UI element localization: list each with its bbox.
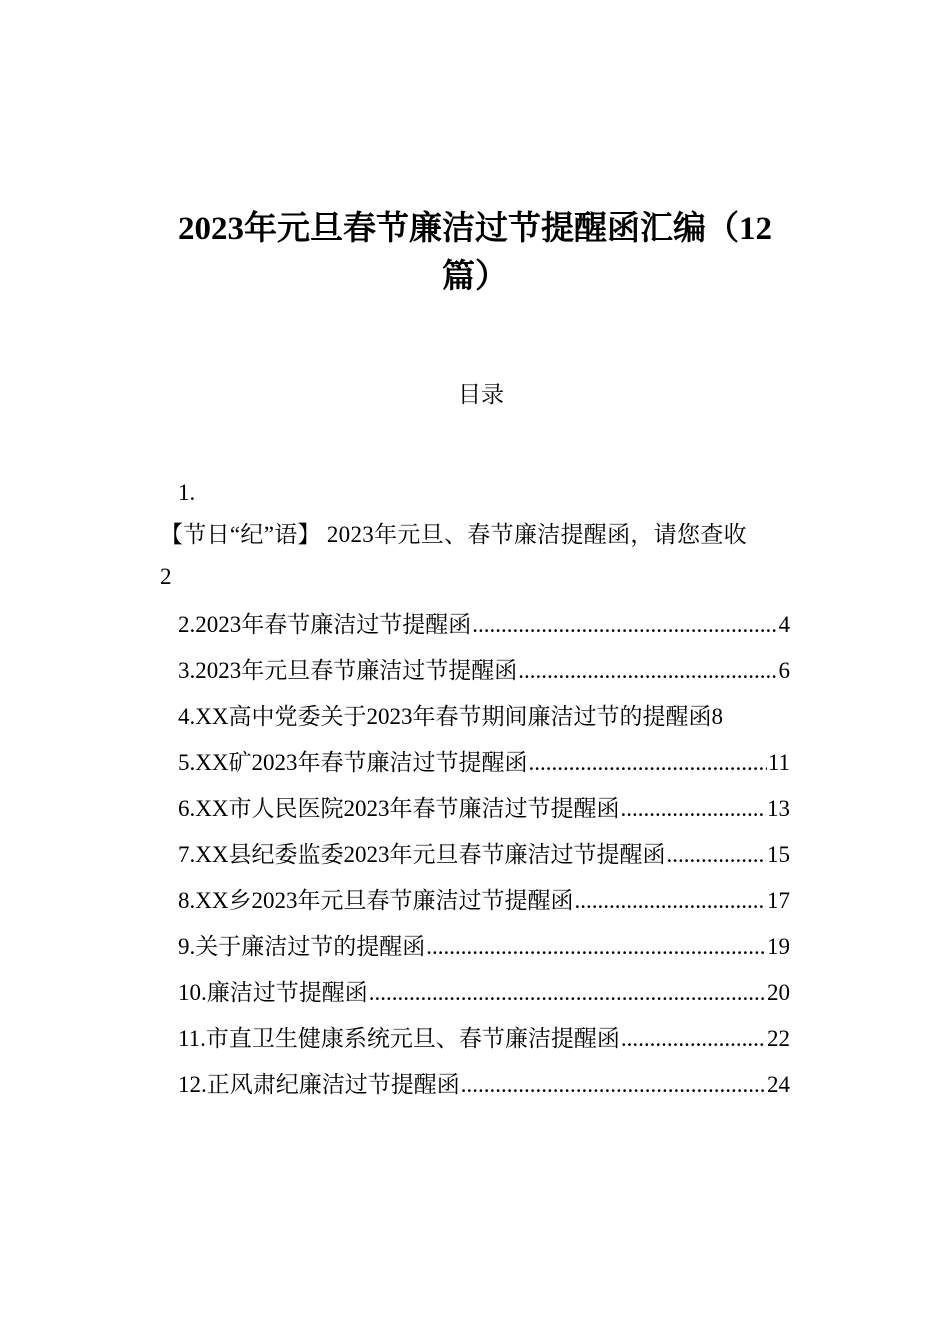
toc-list [178, 602, 790, 1108]
toc-entry-label: 3.2023年元旦春节廉洁过节提醒函 [178, 658, 518, 683]
toc-entry[interactable] [178, 602, 790, 648]
toc-entry[interactable] [178, 1016, 790, 1062]
toc-entry[interactable] [178, 740, 790, 786]
toc-entry[interactable] [178, 924, 790, 970]
toc-entry[interactable] [178, 1062, 790, 1108]
toc-entry-label: 6.XX市人民医院2023年春节廉洁过节提醒函 [178, 796, 620, 821]
toc-leader-dots [426, 924, 766, 970]
toc-entry[interactable] [178, 648, 790, 694]
toc-entry-label: 7.XX县纪委监委2023年元旦春节廉洁过节提醒函 [178, 842, 666, 867]
toc-leader-dots [574, 878, 766, 924]
toc-leader-dots [518, 648, 777, 694]
toc-entry-label: 4.XX高中党委关于2023年春节期间廉洁过节的提醒函 [178, 704, 712, 729]
toc-entry-page: 11 [767, 750, 790, 775]
toc-entry-page: 22 [767, 1026, 790, 1051]
toc-leader-dots [472, 602, 777, 648]
document-title-line-2: 篇） [442, 259, 508, 295]
toc-entry[interactable] [178, 970, 790, 1016]
toc-entry-label: 8.XX乡2023年元旦春节廉洁过节提醒函 [178, 888, 574, 913]
toc-entry-label: 11.市直卫生健康系统元旦、春节廉洁提醒函 [178, 1026, 620, 1051]
toc-entry-1-number: 1. [178, 480, 196, 505]
toc-leader-dots [621, 1016, 766, 1062]
document-title [0, 205, 950, 301]
toc-entry-page: 19 [767, 934, 790, 959]
toc-leader-dots [666, 832, 766, 878]
toc-entry-page: 15 [767, 842, 790, 867]
toc-heading: 目录 [458, 382, 504, 407]
toc-entry[interactable] [178, 694, 790, 740]
toc-entry-label: 10.廉洁过节提醒函 [178, 980, 368, 1005]
toc-entry-page: 4 [778, 612, 790, 637]
toc-entry-label: 12.正风肃纪廉洁过节提醒函 [178, 1072, 460, 1097]
toc-entry-page: 24 [767, 1072, 790, 1097]
toc-entry[interactable] [178, 832, 790, 878]
toc-entry-1-page: 2 [160, 564, 172, 589]
toc-entry-page: 6 [778, 658, 790, 683]
toc-entry-page: 17 [767, 888, 790, 913]
toc-leader-dots [461, 1062, 766, 1108]
toc-entry-label: 9.关于廉洁过节的提醒函 [178, 934, 426, 959]
toc-leader-dots [620, 786, 766, 832]
toc-entry[interactable] [178, 878, 790, 924]
document-title-line-1: 2023年元旦春节廉洁过节提醒函汇编（12 [178, 211, 772, 247]
toc-entry[interactable] [178, 786, 790, 832]
toc-entry-label: 5.XX矿2023年春节廉洁过节提醒函 [178, 750, 528, 775]
toc-entry-1[interactable] [160, 472, 840, 598]
toc-leader-dots [528, 740, 766, 786]
toc-leader-dots [369, 970, 766, 1016]
toc-entry-page: 13 [767, 796, 790, 821]
toc-entry-label: 2.2023年春节廉洁过节提醒函 [178, 612, 472, 637]
toc-entry-page: 8 [711, 704, 723, 729]
toc-entry-1-text: 【节日“纪”语】 2023年元旦、春节廉洁提醒函，请您查收 [160, 522, 747, 547]
toc-entry-page: 20 [767, 980, 790, 1005]
